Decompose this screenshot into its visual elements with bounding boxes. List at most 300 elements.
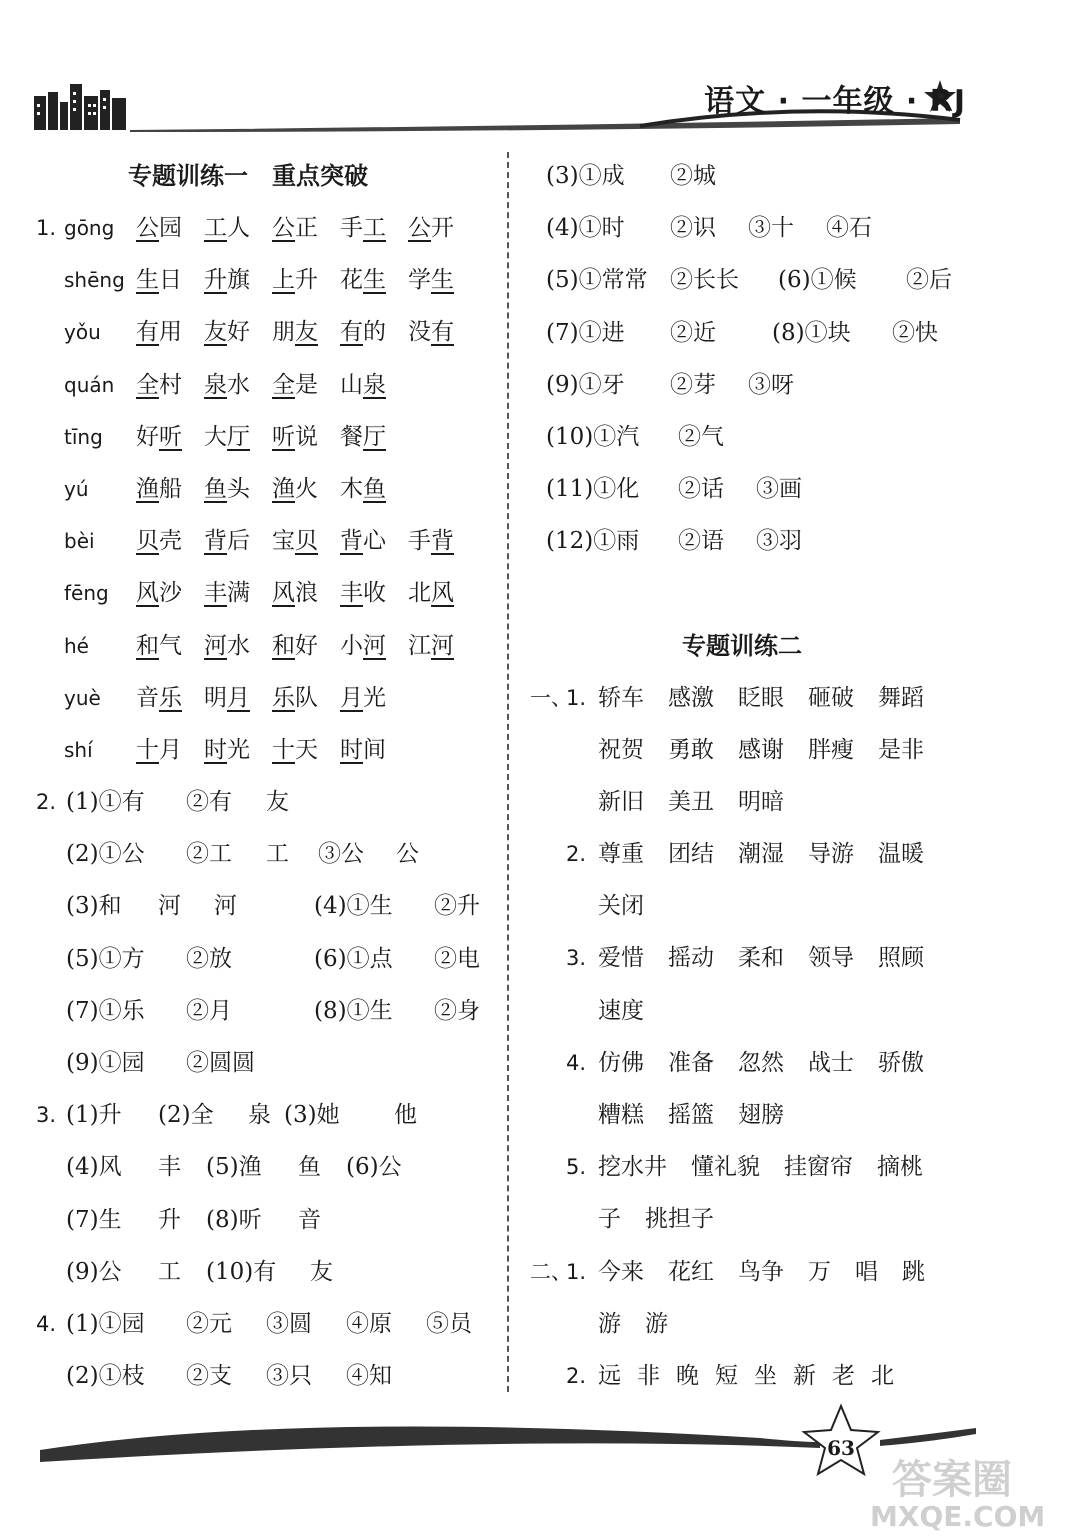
word: 丰收	[340, 580, 386, 607]
word: 尊重	[598, 841, 644, 868]
word: 北风	[408, 580, 454, 607]
word: 工人	[204, 215, 250, 241]
pinyin-label: yǒu	[64, 320, 101, 345]
underlined-char: 河	[204, 632, 227, 659]
answer-text: ②月	[186, 997, 232, 1024]
word: 短	[715, 1362, 738, 1389]
word: 时光	[204, 736, 250, 763]
word: 新	[793, 1362, 816, 1389]
word: 子	[598, 1206, 621, 1233]
word: 友好	[204, 319, 250, 346]
word-group	[598, 1141, 947, 1193]
pinyin-label: fēng	[64, 581, 109, 606]
answer-text: ③画	[756, 476, 802, 503]
section-title-1: 专题训练一 重点突破	[128, 162, 368, 190]
answer-line	[530, 463, 1030, 515]
pinyin-row	[36, 567, 506, 619]
answer-text: (9)公	[66, 1258, 122, 1285]
word-group	[136, 463, 408, 515]
underlined-char: 公	[136, 215, 159, 241]
underlined-char: 风	[272, 580, 295, 607]
word: 十月	[136, 736, 182, 763]
word: 和好	[272, 632, 318, 659]
word-line	[530, 828, 1030, 880]
word: 生日	[136, 267, 182, 294]
pinyin-row	[36, 463, 506, 515]
word: 听说	[272, 423, 318, 450]
word: 游	[645, 1310, 668, 1337]
answer-text: ③呀	[748, 371, 794, 398]
underlined-char: 渔	[136, 475, 159, 502]
answer-text: 音	[298, 1206, 321, 1233]
word: 潮湿	[738, 841, 784, 868]
word: 骄傲	[878, 1049, 924, 1076]
word: 手工	[340, 215, 386, 241]
answer-text: (7)①进	[546, 319, 625, 346]
underlined-char: 月	[340, 684, 363, 711]
word: 速度	[598, 997, 644, 1024]
answer-text: (6)①点	[314, 945, 393, 972]
answer-line	[530, 515, 1030, 567]
word: 是非	[878, 736, 924, 763]
word: 爱惜	[598, 945, 644, 972]
word: 全是	[272, 371, 318, 398]
word: 勇敢	[668, 736, 714, 763]
word: 背后	[204, 528, 250, 555]
answer-text: (12)①雨	[546, 528, 640, 555]
word-group	[136, 515, 476, 567]
word-group	[598, 1037, 948, 1089]
word-group	[136, 567, 476, 619]
underlined-char: 友	[295, 319, 318, 346]
word-group	[136, 620, 476, 672]
question-1	[36, 202, 506, 776]
word: 公开	[408, 215, 454, 241]
answer-text: ②近	[670, 319, 716, 346]
answer-text: (5)①常常	[546, 267, 648, 294]
word: 祝贺	[598, 736, 644, 763]
answer-text: (2)全	[158, 1102, 214, 1129]
word-group	[598, 672, 948, 724]
word-line	[530, 1141, 1030, 1193]
word-line	[530, 1089, 1030, 1141]
section-title-2: 专题训练二	[682, 631, 802, 660]
underlined-char: 和	[272, 632, 295, 659]
word: 翅膀	[738, 1102, 784, 1128]
word: 万	[808, 1258, 831, 1285]
answer-text: (8)①生	[314, 997, 393, 1024]
answer-text: (4)①时	[546, 215, 625, 242]
question-number: 4.	[566, 1050, 587, 1075]
word: 泉水	[204, 371, 250, 398]
word-group	[598, 1193, 738, 1245]
answer-text: 友	[266, 789, 289, 816]
word: 战士	[808, 1049, 854, 1076]
answer-text: 他	[394, 1102, 417, 1129]
word-line	[530, 932, 1030, 984]
answer-text: (4)风	[66, 1154, 122, 1181]
word: 晚	[676, 1362, 699, 1389]
word: 花红	[668, 1258, 714, 1285]
answer-text: ②快	[892, 319, 938, 346]
answer-text: (1)①园	[66, 1310, 145, 1337]
word: 唱	[855, 1258, 878, 1285]
underlined-char: 全	[136, 371, 159, 398]
pinyin-row	[36, 672, 506, 724]
underlined-char: 有	[340, 319, 363, 346]
page-footer	[0, 1390, 1066, 1536]
word-line	[530, 672, 1030, 724]
underlined-char: 乐	[159, 684, 182, 711]
word: 朋友	[272, 319, 318, 346]
underlined-char: 厅	[363, 423, 386, 450]
word: 背心	[340, 528, 386, 555]
word: 明月	[204, 684, 250, 711]
underlined-char: 升	[204, 267, 227, 294]
word: 砸破	[808, 684, 854, 711]
pinyin-label: tīng	[64, 424, 103, 449]
word: 照顾	[878, 945, 924, 972]
answer-text: ②支	[186, 1363, 232, 1390]
word: 老	[832, 1362, 855, 1389]
word-group	[598, 932, 948, 984]
part-label: 二、	[530, 1259, 572, 1284]
word: 摇动	[668, 945, 714, 972]
word: 胖瘦	[808, 736, 854, 763]
answer-line	[36, 1194, 506, 1246]
answer-text: ④原	[346, 1310, 392, 1337]
underlined-char: 背	[431, 528, 454, 555]
word-group	[598, 1089, 808, 1141]
word: 领导	[808, 945, 854, 972]
word: 上升	[272, 267, 318, 294]
answer-text: (1)升	[66, 1102, 122, 1129]
question-2	[36, 776, 506, 1089]
answer-text: ②语	[678, 528, 724, 555]
answer-line	[530, 150, 1030, 202]
word: 团结	[668, 841, 714, 868]
word-group	[136, 359, 408, 411]
word: 懂礼貌	[691, 1154, 760, 1181]
question-number: 1.	[566, 1259, 587, 1284]
word: 挂窗帘	[784, 1154, 853, 1181]
answer-line	[36, 828, 506, 880]
word: 贝壳	[136, 528, 182, 555]
underlined-char: 有	[431, 319, 454, 346]
word: 大厅	[204, 423, 250, 450]
underlined-char: 月	[227, 684, 250, 711]
word: 坐	[754, 1362, 777, 1389]
underlined-char: 河	[363, 632, 386, 659]
pinyin-row	[36, 306, 506, 358]
word: 江河	[408, 632, 454, 659]
word-line	[530, 1246, 1030, 1298]
answer-line	[36, 880, 506, 932]
question-4	[36, 1298, 506, 1402]
word: 河水	[204, 632, 250, 659]
question-number: 3.	[36, 1103, 57, 1128]
part-label: 一、	[530, 685, 572, 710]
answer-line	[530, 359, 1030, 411]
word: 渔火	[272, 475, 318, 502]
underlined-char: 公	[272, 215, 295, 241]
word: 鸟争	[738, 1258, 784, 1285]
answer-line	[36, 1141, 506, 1193]
answer-text: (11)①化	[546, 476, 640, 503]
question-number: 2.	[566, 1363, 587, 1388]
answer-text: (3)和	[66, 893, 122, 920]
part-two	[530, 1246, 1030, 1403]
word: 手背	[408, 528, 454, 555]
word: 温暖	[878, 841, 924, 868]
answer-text: (5)①方	[66, 945, 145, 972]
question-number: 2.	[36, 790, 57, 815]
answer-text: (4)①生	[314, 893, 393, 920]
answer-text: ④石	[826, 215, 872, 242]
answer-text: ②放	[186, 945, 232, 972]
answer-text: ②身	[434, 997, 480, 1024]
word: 忽然	[738, 1049, 784, 1076]
pinyin-label: gōng	[64, 216, 115, 240]
pinyin-row	[36, 411, 506, 463]
word: 明暗	[738, 788, 784, 815]
word: 轿车	[598, 684, 644, 711]
pinyin-row	[36, 359, 506, 411]
underlined-char: 和	[136, 632, 159, 659]
word: 时间	[340, 736, 386, 763]
word: 风沙	[136, 580, 182, 607]
word-group	[136, 724, 408, 776]
word: 远	[598, 1362, 621, 1389]
answer-text: ③只	[266, 1363, 312, 1390]
underlined-char: 工	[363, 215, 386, 241]
underlined-char: 河	[431, 632, 454, 659]
word-line	[530, 1037, 1030, 1089]
word: 餐厅	[340, 423, 386, 450]
answer-text: ②城	[670, 163, 716, 189]
question-4-continued	[530, 150, 1030, 568]
answer-text: (10)有	[206, 1258, 277, 1285]
answer-text: 升	[158, 1206, 181, 1233]
question-number: 5.	[566, 1155, 587, 1180]
answer-text: (10)①汽	[546, 423, 640, 450]
answer-text: ④知	[346, 1363, 392, 1390]
word: 美丑	[668, 788, 714, 815]
answer-text: ②识	[670, 215, 716, 242]
word-group	[136, 202, 476, 254]
underlined-char: 听	[272, 423, 295, 450]
underlined-char: 时	[204, 736, 227, 763]
answer-text: 河	[158, 893, 181, 920]
answer-text: (8)听	[206, 1206, 262, 1233]
pinyin-label: bèi	[64, 529, 95, 554]
word: 感谢	[738, 736, 784, 763]
answer-text: (5)渔	[206, 1154, 262, 1181]
page-header	[0, 0, 1066, 150]
answer-line	[36, 1246, 506, 1298]
underlined-char: 全	[272, 371, 295, 398]
answer-line	[530, 254, 1030, 306]
underlined-char: 风	[431, 580, 454, 607]
answer-text: 工	[158, 1258, 181, 1285]
answer-line	[36, 1089, 506, 1141]
answer-text: (1)①有	[66, 789, 145, 816]
underlined-char: 泉	[363, 371, 386, 398]
answer-text: ③圆	[266, 1310, 312, 1337]
word: 关闭	[598, 893, 644, 920]
page-number: 63	[827, 1436, 855, 1460]
answer-text: 鱼	[298, 1154, 321, 1181]
answer-text: 河	[214, 893, 237, 920]
watermark-logo: 答案圈	[892, 1457, 1012, 1503]
answer-line	[530, 202, 1030, 254]
pinyin-label: hé	[64, 633, 89, 658]
question-number: 2.	[566, 842, 587, 867]
part-one	[530, 672, 1030, 1246]
word: 学生	[408, 267, 454, 294]
watermark-url: MXQE.COM	[870, 1500, 1046, 1533]
underlined-char: 公	[408, 215, 431, 241]
underlined-char: 十	[272, 736, 295, 763]
underlined-char: 生	[431, 267, 454, 294]
word-group	[598, 776, 808, 828]
underlined-char: 十	[136, 736, 159, 763]
answer-text: (7)生	[66, 1206, 122, 1233]
underlined-char: 厅	[227, 423, 250, 450]
word: 柔和	[738, 945, 784, 972]
word-group	[598, 1298, 692, 1350]
answer-line	[36, 776, 506, 828]
pinyin-label: quán	[64, 372, 115, 397]
underlined-char: 有	[136, 319, 159, 346]
word: 游	[598, 1310, 621, 1337]
answer-text: ②电	[434, 945, 480, 972]
answer-text: ②话	[678, 476, 724, 503]
question-number: 4.	[36, 1311, 57, 1336]
answer-text: ③公	[318, 841, 364, 868]
answer-text: ②升	[434, 893, 480, 920]
word-group	[136, 411, 408, 463]
answer-text: ②工	[186, 841, 232, 868]
underlined-char: 鱼	[204, 475, 227, 502]
word-group	[598, 985, 668, 1037]
word: 风浪	[272, 580, 318, 607]
underlined-char: 渔	[272, 475, 295, 502]
pinyin-label: shí	[64, 737, 93, 762]
word: 舞蹈	[878, 684, 924, 711]
underlined-char: 鱼	[363, 475, 386, 502]
underlined-char: 友	[204, 319, 227, 346]
word-group	[136, 254, 476, 306]
word: 新旧	[598, 788, 644, 815]
answer-text: ②芽	[670, 371, 716, 398]
underlined-char: 背	[204, 528, 227, 555]
word: 跳	[902, 1258, 925, 1285]
underlined-char: 风	[136, 580, 159, 607]
word: 宝贝	[272, 528, 318, 555]
right-column	[530, 150, 1030, 1402]
word: 挖水井	[598, 1154, 667, 1181]
answer-text: (2)①枝	[66, 1363, 145, 1390]
underlined-char: 贝	[136, 528, 159, 555]
word: 眨眼	[738, 684, 784, 711]
underlined-char: 上	[272, 267, 295, 294]
answer-line	[36, 933, 506, 985]
word: 音乐	[136, 684, 182, 711]
answer-line	[36, 1037, 506, 1089]
answer-text: (7)①乐	[66, 997, 145, 1024]
word: 全村	[136, 371, 182, 398]
answer-text: (9)①牙	[546, 371, 625, 398]
column-divider	[507, 152, 509, 1392]
header-title: 语文 · 一年级 · RJ	[704, 84, 966, 119]
answer-text: 工	[266, 841, 289, 868]
question-number: 1.	[566, 685, 587, 710]
left-column	[36, 150, 506, 1402]
pinyin-label: yuè	[64, 685, 101, 710]
answer-line	[36, 985, 506, 1037]
word-group	[598, 880, 668, 932]
word-line	[530, 880, 1030, 932]
word: 乐队	[272, 684, 318, 711]
pinyin-label: shēng	[64, 268, 125, 293]
word: 小河	[340, 632, 386, 659]
word: 木鱼	[340, 475, 386, 502]
answer-text: ③羽	[756, 528, 802, 555]
word: 北	[871, 1362, 894, 1389]
answer-text: (3)她	[284, 1102, 340, 1129]
word-group	[136, 306, 476, 358]
answer-text: ②后	[906, 267, 952, 294]
word-line	[530, 1298, 1030, 1350]
answer-line	[36, 1298, 506, 1350]
answer-text: (6)公	[346, 1154, 402, 1181]
word: 摘桃	[877, 1154, 923, 1181]
underlined-char: 时	[340, 736, 363, 763]
word: 非	[637, 1362, 660, 1389]
word: 公园	[136, 215, 182, 241]
word-group	[598, 724, 948, 776]
word: 花生	[340, 267, 386, 294]
pinyin-row	[36, 202, 506, 254]
underlined-char: 丰	[340, 580, 363, 607]
underlined-char: 工	[204, 215, 227, 241]
underlined-char: 丰	[204, 580, 227, 607]
city-skyline-icon	[0, 0, 1066, 150]
word-line	[530, 724, 1030, 776]
pinyin-row	[36, 254, 506, 306]
underlined-char: 生	[363, 267, 386, 294]
underlined-char: 生	[136, 267, 159, 294]
word: 准备	[668, 1049, 714, 1076]
word-group	[598, 1246, 949, 1298]
answer-text: ②气	[678, 423, 724, 450]
answer-line	[530, 307, 1030, 359]
word: 没有	[408, 319, 454, 346]
pinyin-row	[36, 724, 506, 776]
word: 有的	[340, 319, 386, 346]
pinyin-row	[36, 620, 506, 672]
word: 和气	[136, 632, 182, 659]
answer-text: ③十	[748, 215, 794, 242]
underlined-char: 泉	[204, 371, 227, 398]
word: 公正	[272, 215, 318, 241]
answer-line	[530, 411, 1030, 463]
word: 山泉	[340, 371, 386, 398]
answer-text: (2)①公	[66, 841, 145, 868]
answer-text: ②有	[186, 789, 232, 816]
underlined-char: 贝	[295, 528, 318, 555]
